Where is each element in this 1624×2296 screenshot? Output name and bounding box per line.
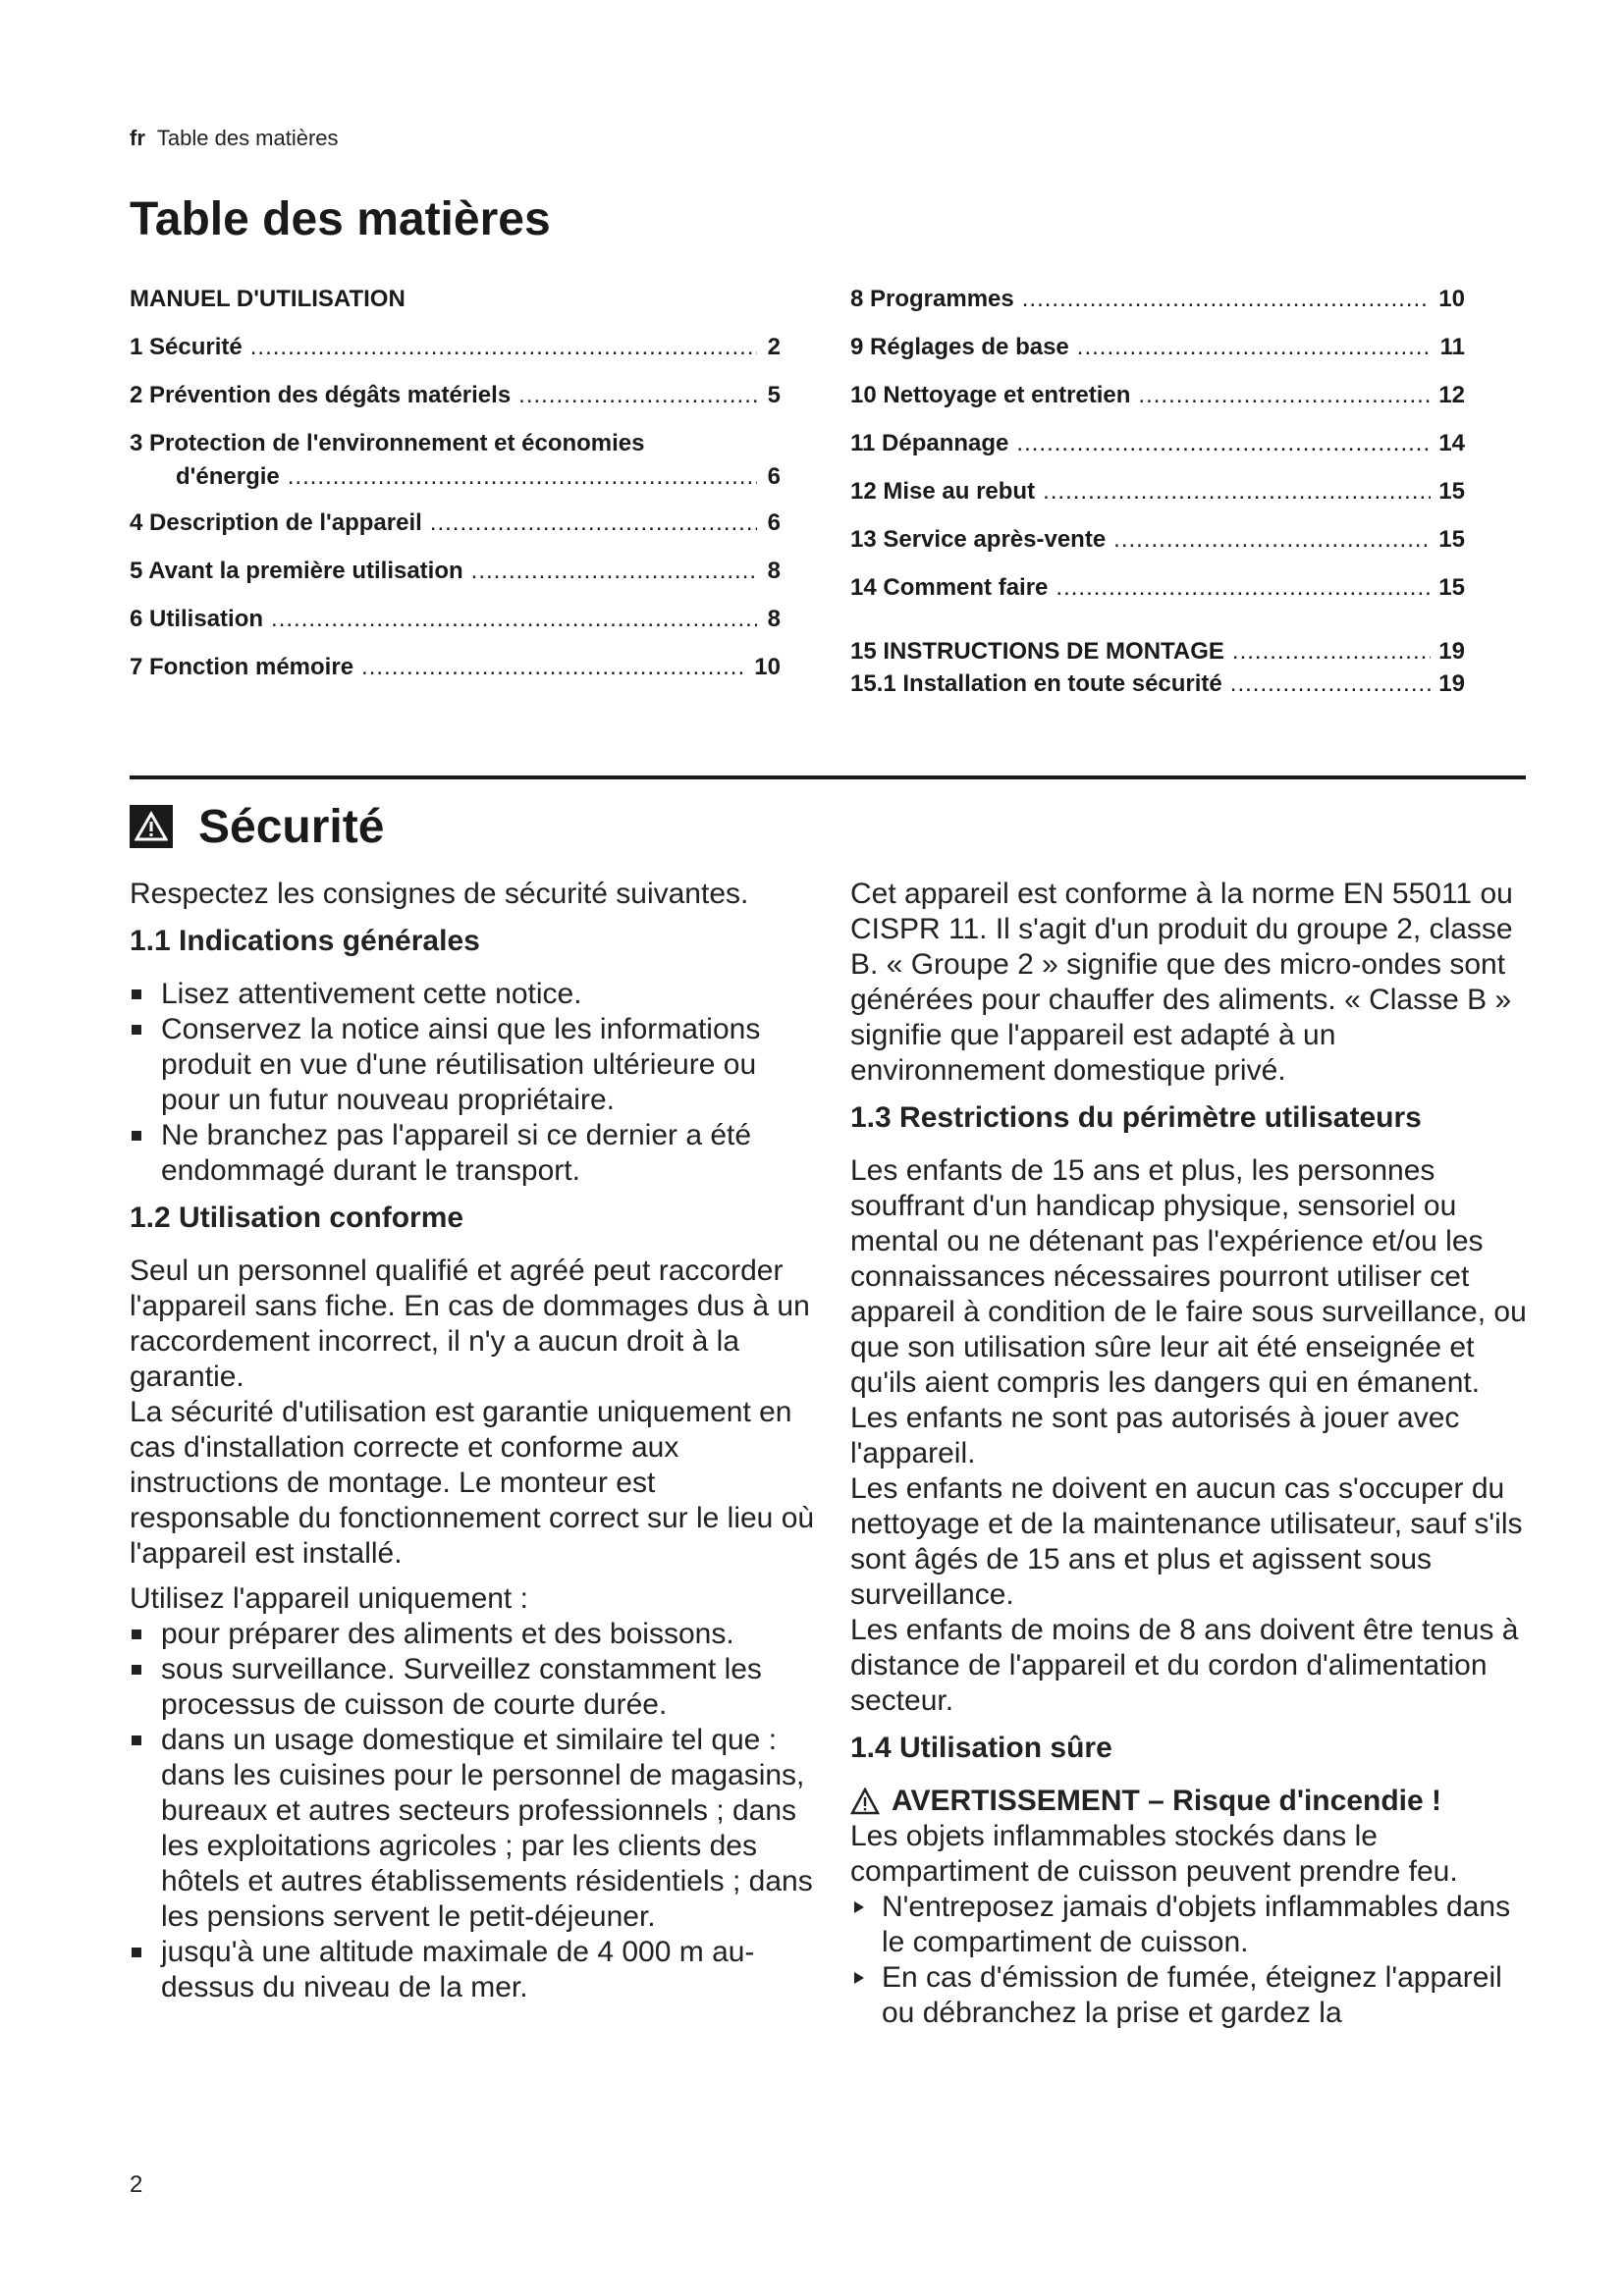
toc-entry[interactable]: 2 Prévention des dégâts matériels ..... 5	[130, 379, 781, 427]
toc-right-column	[850, 283, 1465, 700]
toc-heading: MANUEL D'UTILISATION	[130, 286, 406, 312]
toc-entry[interactable]: 6 Utilisation ..... 8	[130, 603, 781, 651]
body-left-column	[130, 877, 817, 2005]
toc-entry[interactable]: 9 Réglages de base ..... 11	[850, 331, 1465, 379]
subsection-heading: 1.2 Utilisation conforme	[130, 1201, 464, 1234]
page-number: 2	[130, 2171, 143, 2198]
subsection-heading: 1.4 Utilisation sûre	[850, 1732, 1112, 1764]
toc-entry[interactable]: 4 Description de l'appareil ..... 6	[130, 507, 781, 555]
running-header	[130, 126, 339, 151]
list-item: jusqu'à une altitude maximale de 4 000 m au-dessus du niveau de la mer.	[130, 1935, 817, 2005]
warning-heading	[850, 1784, 1528, 1819]
page-title: Table des matières	[130, 193, 551, 245]
list-item: pour préparer des aliments et des boissons.	[130, 1617, 817, 1652]
paragraph: Les enfants ne sont pas autorisés à jouer avec l'appareil.	[850, 1402, 1460, 1469]
paragraph: La sécurité d'utilisation est garantie uniquement en cas d'installation correcte et conforme aux instructions de montage. Le monteur est responsable du fonctionnement correct sur le lieu où l'appareil est installé.	[130, 1396, 815, 1570]
list-item: Ne branchez pas l'appareil si ce dernier a été endommagé durant le transport.	[130, 1118, 817, 1189]
toc-entry[interactable]: 10 Nettoyage et entretien ..... 12	[850, 379, 1465, 427]
toc-entry[interactable]: 13 Service après-vente ..... 15	[850, 523, 1465, 571]
list-item: N'entreposez jamais d'objets inflammables dans le compartiment de cuisson.	[850, 1890, 1528, 1960]
paragraph: Les enfants de 15 ans et plus, les personnes souffrant d'un handicap physique, sensoriel ou mental ou ne détenant pas l'expérience et/ou les connaissances nécessaires pourront utiliser cet appareil à condition de le faire sous surveillance, ou que son utilisation sûre leur ait été enseignée et qu'ils aient compris les dangers qui en émanent.	[850, 1154, 1527, 1399]
toc-entry[interactable]: 14 Comment faire ..... 15	[850, 571, 1465, 619]
body-right-column	[850, 877, 1528, 2031]
list-item: sous surveillance. Surveillez constamment les processus de cuisson de courte durée.	[130, 1652, 817, 1723]
paragraph: Les objets inflammables stockés dans le compartiment de cuisson peuvent prendre feu.	[850, 1820, 1458, 1888]
paragraph: Cet appareil est conforme à la norme EN 55011 ou CISPR 11. Il s'agit d'un produit du groupe 2, classe B. « Groupe 2 » signifie que des micro-ondes sont générées pour chauffer des aliments. « Classe B » signifie que l'appareil est adapté à un environnement domestique privé.	[850, 878, 1513, 1087]
toc-entry[interactable]: 1 Sécurité ..... 2	[130, 331, 781, 379]
toc-entry[interactable]: 15.1 Installation en toute sécurité ..... 19	[850, 667, 1465, 700]
toc-entry[interactable]: 12 Mise au rebut ..... 15	[850, 475, 1465, 523]
running-header-title: Table des matières	[156, 126, 339, 150]
warning-icon	[130, 805, 173, 848]
paragraph: Seul un personnel qualifié et agréé peut raccorder l'appareil sans fiche. En cas de dommages dus à un raccordement incorrect, il n'y a aucun droit à la garantie.	[130, 1255, 810, 1393]
language-code: fr	[130, 126, 145, 150]
list-item: Conservez la notice ainsi que les informations produit en vue d'une réutilisation ultérieure ou pour un futur nouveau propriétaire.	[130, 1012, 817, 1118]
toc-entry[interactable]: 11 Dépannage ..... 14	[850, 427, 1465, 475]
warning-triangle-icon	[850, 1788, 880, 1815]
toc-entry[interactable]: 8 Programmes ..... 10	[850, 283, 1465, 331]
list-item: dans un usage domestique et similaire tel que : dans les cuisines pour le personnel de magasins, bureaux et autres secteurs professionnels ; dans les exploitations agricoles ; par les clients des hôtels et autres établissements résidentiels ; dans les pensions servent le petit-déjeuner.	[130, 1723, 817, 1935]
warning-title: AVERTISSEMENT – Risque d'incendie !	[892, 1785, 1441, 1817]
general-indications-list	[130, 977, 817, 1189]
warning-steps-list	[850, 1890, 1528, 2031]
paragraph: Utilisez l'appareil uniquement :	[130, 1582, 528, 1615]
section-heading	[130, 791, 384, 862]
subsection-heading: 1.3 Restrictions du périmètre utilisateurs	[850, 1101, 1422, 1134]
toc-entry[interactable]: 7 Fonction mémoire ..... 10	[130, 651, 781, 699]
paragraph: Les enfants ne doivent en aucun cas s'occuper du nettoyage et de la maintenance utilisateur, sauf s'ils sont âgés de 15 ans et plus et agissent sous surveillance.	[850, 1472, 1523, 1611]
subsection-heading: 1.1 Indications générales	[130, 925, 480, 957]
toc-left-column	[130, 283, 781, 699]
toc-entry[interactable]: 3 Protection de l'environnement et économies d'énergie ..... 6	[130, 427, 781, 507]
toc-entry[interactable]: 15 INSTRUCTIONS DE MONTAGE ..... 19	[850, 635, 1465, 667]
toc-entry[interactable]: 5 Avant la première utilisation ..... 8	[130, 555, 781, 603]
section-title: Sécurité	[198, 800, 385, 853]
list-item: En cas d'émission de fumée, éteignez l'appareil ou débranchez la prise et gardez la	[850, 1960, 1528, 2031]
list-item: Lisez attentivement cette notice.	[130, 977, 817, 1012]
usage-list	[130, 1617, 817, 2005]
section-divider	[130, 775, 1526, 779]
intro-paragraph: Respectez les consignes de sécurité suivantes.	[130, 878, 749, 910]
paragraph: Les enfants de moins de 8 ans doivent être tenus à distance de l'appareil et du cordon d'alimentation secteur.	[850, 1614, 1519, 1717]
